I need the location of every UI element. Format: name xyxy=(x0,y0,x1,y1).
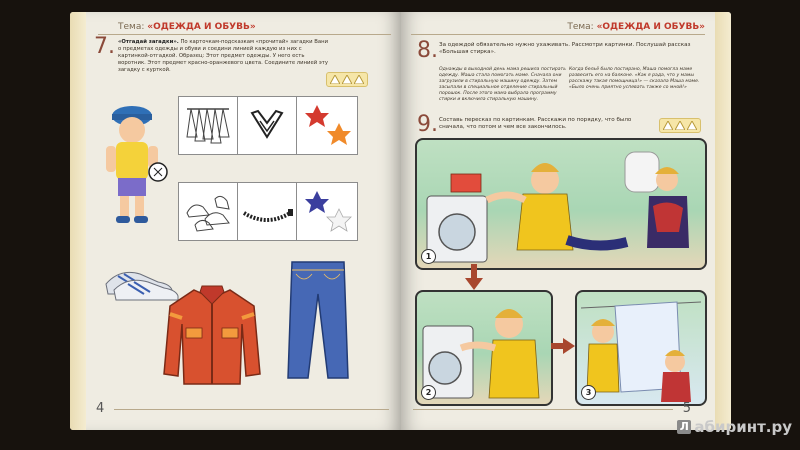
story-panel-3 xyxy=(575,290,707,406)
riddle-card-row-1 xyxy=(178,96,358,155)
star-blots-icon xyxy=(297,97,357,154)
arrow-down-icon xyxy=(465,264,483,290)
zipper-icon xyxy=(238,183,296,240)
jeans-illustration xyxy=(284,258,352,384)
triangle-icon xyxy=(330,75,340,84)
difficulty-badge xyxy=(326,72,368,87)
task-9-number: 9. xyxy=(417,112,438,137)
right-page xyxy=(401,12,731,430)
left-side-band xyxy=(70,12,86,430)
card-shoes xyxy=(179,183,238,240)
left-bottom-rule xyxy=(114,409,389,410)
difficulty-badge-right xyxy=(659,118,701,133)
card-collar xyxy=(238,97,297,154)
star-blots-icon xyxy=(297,183,357,240)
story-panel-1 xyxy=(415,138,707,270)
panel-2-number: 2 xyxy=(421,385,436,400)
jacket-illustration xyxy=(162,284,264,388)
triangle-icon xyxy=(342,75,352,84)
task-7-text xyxy=(118,39,330,74)
right-topic-header xyxy=(567,22,705,32)
panel-1-number: 1 xyxy=(421,249,436,264)
shoes-pile-icon xyxy=(179,183,237,240)
story-panel-2 xyxy=(415,290,553,406)
right-topic-value: «ОДЕЖДА И ОБУВЬ» xyxy=(596,22,705,32)
card-colors-red-orange xyxy=(297,97,357,154)
right-bottom-rule xyxy=(413,409,673,410)
left-page xyxy=(70,12,401,430)
task-9-text: Составь пересказ по картинкам. Расскажи по порядку, что было сначала, что потом и чем все закончилось. xyxy=(439,117,632,130)
story-left-column: Однажды в выходной день мама решила постирать одежду. Маша стала помогать маме. Сначала они загрузили в стиральную машину одежду. Затем засыпали в специальное отделение стиральный порошок. После этого мама выбрала программу стирки и включила стиральную машину. xyxy=(439,67,566,102)
left-topic-label: Тема: xyxy=(118,22,145,32)
card-clothes-hanger xyxy=(179,97,238,154)
watermark xyxy=(677,418,792,436)
left-topic-value: «ОДЕЖДА И ОБУВЬ» xyxy=(147,22,256,32)
collar-icon xyxy=(238,97,296,154)
panel-3-number: 3 xyxy=(581,385,596,400)
task-7-body: По карточкам-подсказкам «прочитай» загадки Вани о предметах одежды и обуви и соедини линией каждую из них с картинкой-отгадкой. Образец: Этот предмет одежды. У него есть воротник. Этот предмет красно-оранжевого цвета. Соедините линией эту загадку с курткой. xyxy=(118,39,329,73)
panel-1-illustration xyxy=(417,140,705,268)
triangle-icon xyxy=(663,121,673,130)
task-8-number: 8. xyxy=(417,38,438,63)
clothes-rack-icon xyxy=(179,97,237,154)
task-8-text: За одеждой обязательно нужно ухаживать. Рассмотри картинки. Послушай рассказ «Большая стирка». xyxy=(439,42,691,55)
task-7-title: «Отгадай загадки». xyxy=(118,39,179,45)
right-topic-label: Тема: xyxy=(567,22,594,32)
watermark-logo-icon: Л xyxy=(677,420,691,434)
task-7-number: 7. xyxy=(94,34,115,59)
right-topic-rule xyxy=(411,34,705,35)
card-zipper xyxy=(238,183,297,240)
triangle-icon xyxy=(354,75,364,84)
boy-illustration xyxy=(98,100,168,230)
right-page-number: 5 xyxy=(682,401,691,416)
arrow-right-icon xyxy=(551,338,575,354)
watermark-text: абиринт.ру xyxy=(694,418,792,436)
left-topic-header xyxy=(118,22,256,32)
riddle-card-row-2 xyxy=(178,182,358,241)
card-colors-blue-white xyxy=(297,183,357,240)
panel-3-illustration xyxy=(577,292,705,404)
triangle-icon xyxy=(687,121,697,130)
left-page-number: 4 xyxy=(96,401,105,416)
story-right-column: Когда бельё было постирано, Маша помогла маме развесить его на балконе. «Как я рада, что у мамы расскажу такая помощница!» — сказала Маша маме. «Было очень приятно успевать также со мной!» xyxy=(569,67,700,90)
panel-2-illustration xyxy=(417,292,551,404)
triangle-icon xyxy=(675,121,685,130)
left-topic-rule xyxy=(98,34,391,35)
right-side-band xyxy=(715,12,731,430)
